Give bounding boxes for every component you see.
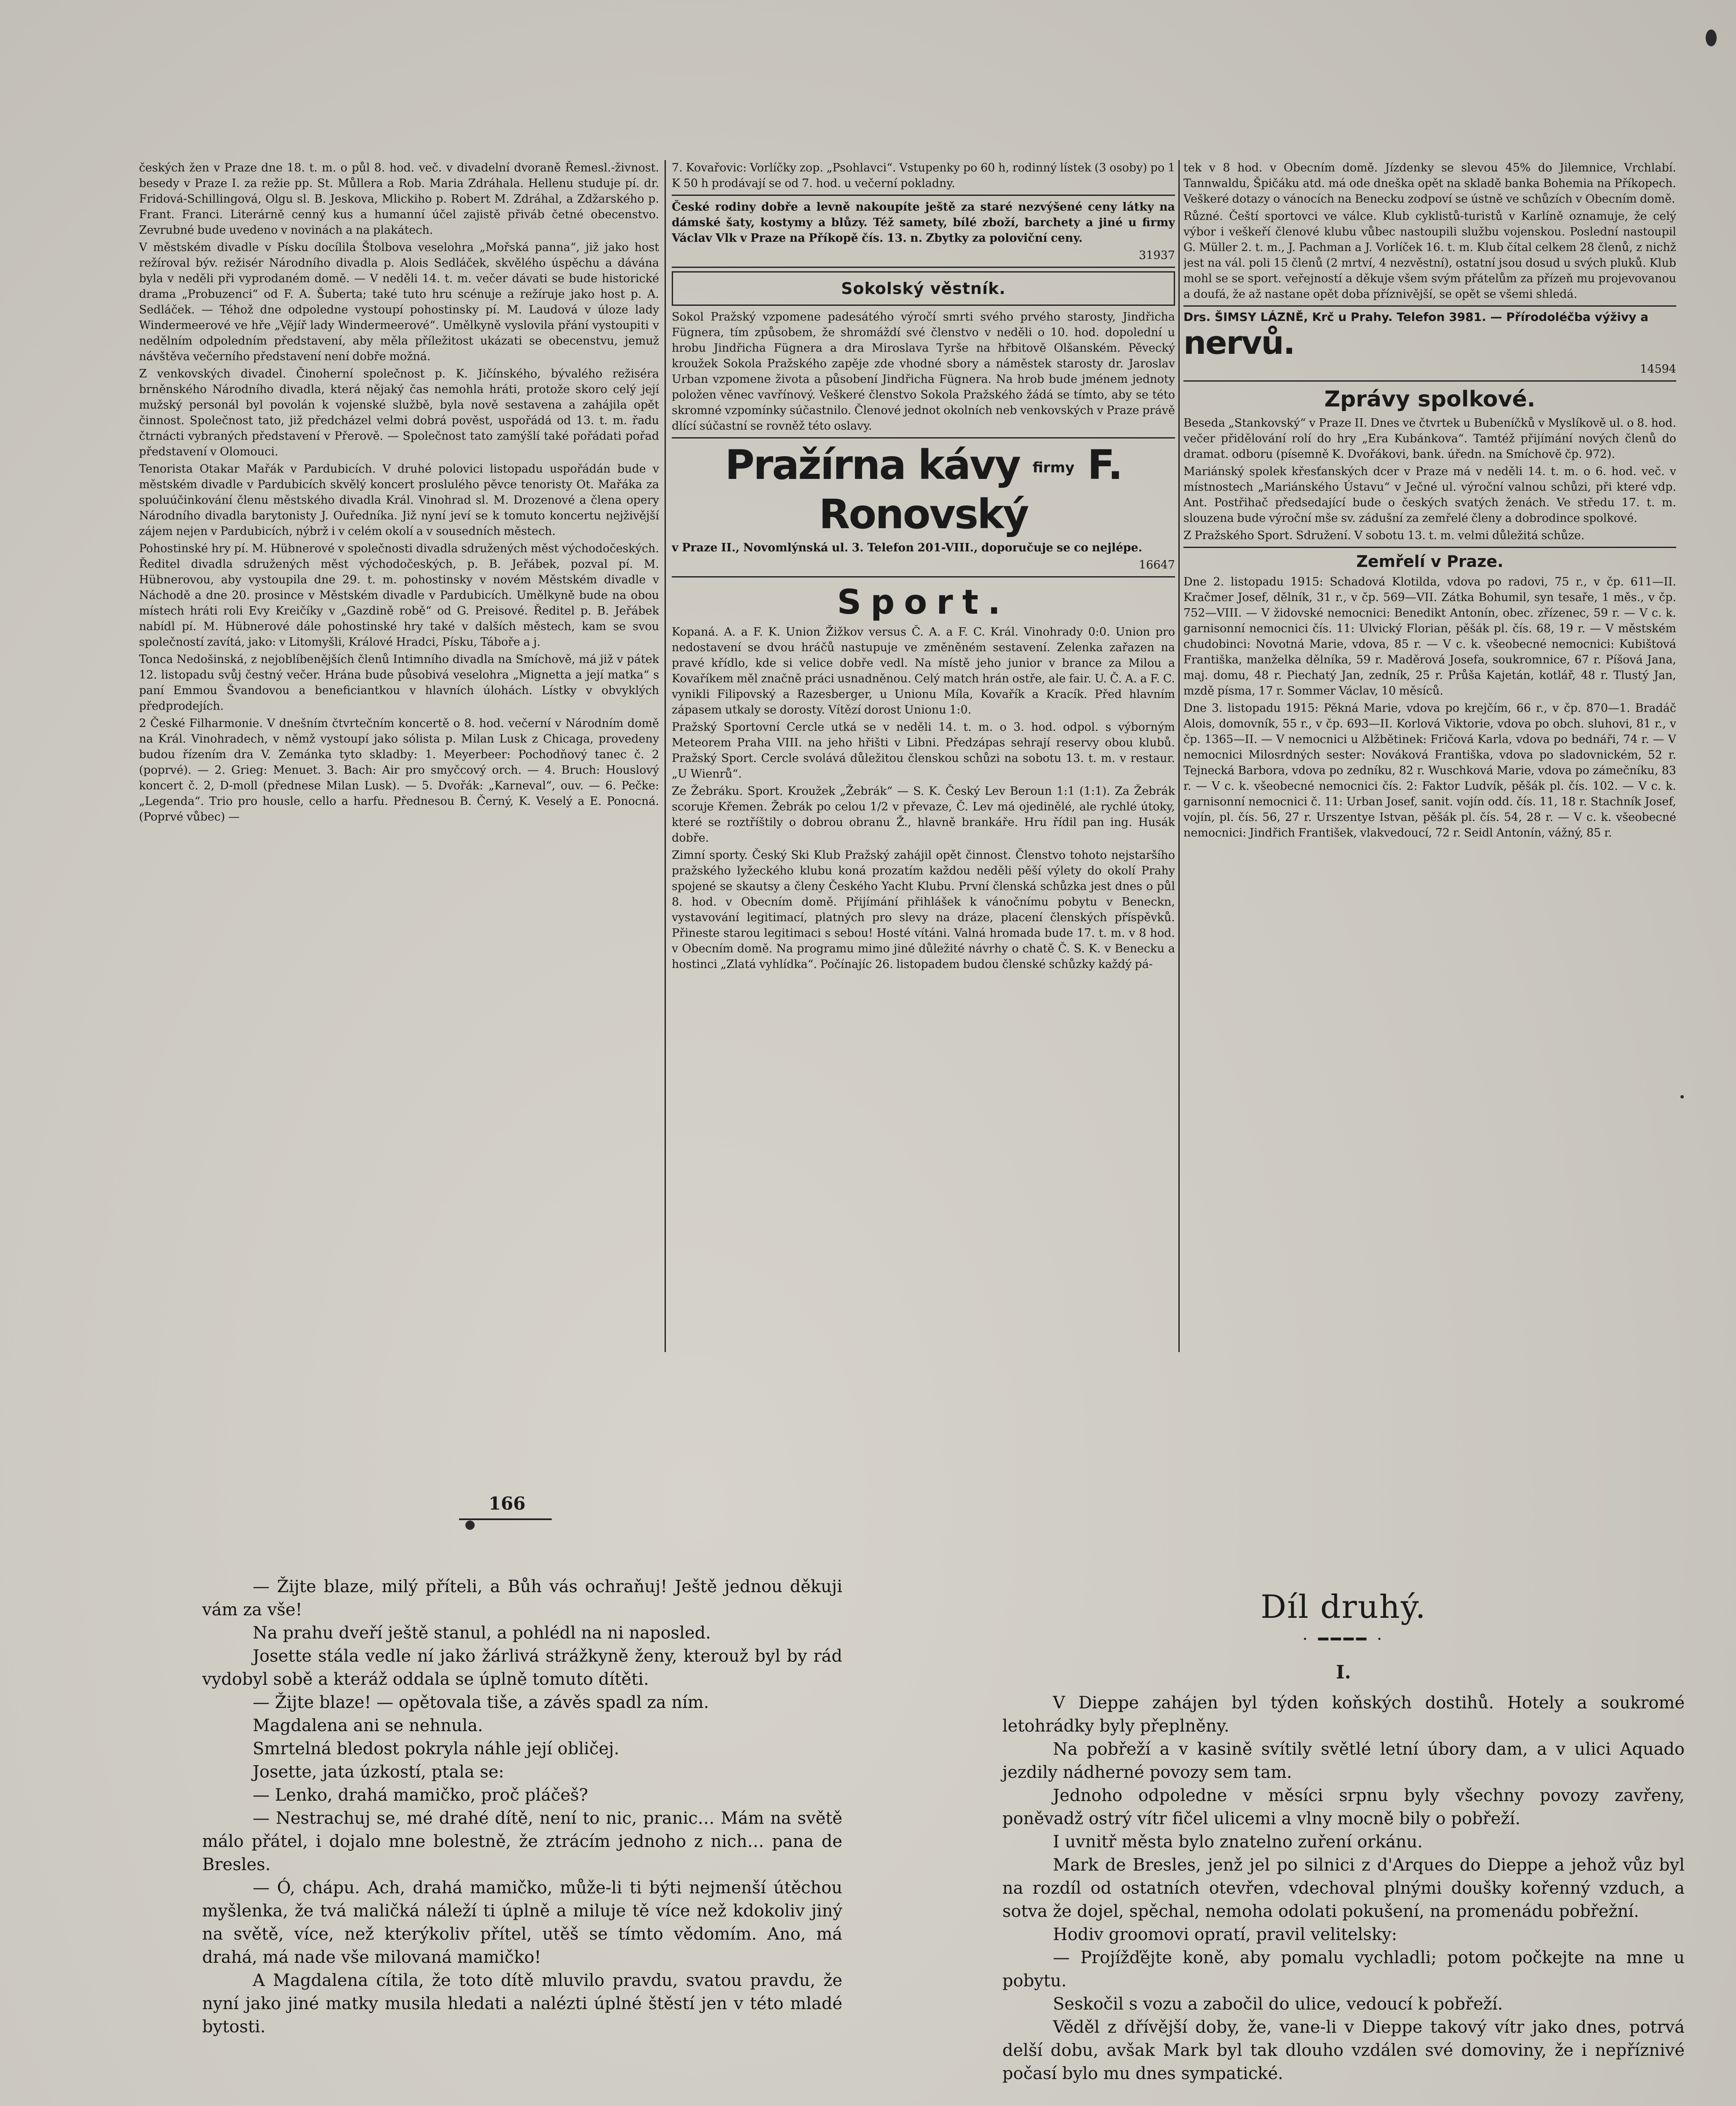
divider: [1183, 380, 1676, 382]
story-right-page: [1002, 1588, 1685, 2085]
divider: [672, 576, 1175, 577]
chapter-number: I.: [1336, 1662, 1351, 1683]
story-paragraph: I uvnitř města bylo znatelno zuření orkánu.: [1053, 1832, 1423, 1852]
column-3: [1183, 160, 1676, 842]
zemreli-article: Dne 2. listopadu 1915: Schadová Klotilda, vdova po radovi, 75 r., v čp. 611—II. Kračmer Josef, dělník, 31 r., v čp. 569—VII. Zátka Bohumil, syn tesaře, 1 měs., v čp. 752—VIII. — V židovské nemocnici: Benedikt Antonín, obec. zřízenec, 59 r. — V c. k. garnisonní nemocnici čís. 11: Ulvický Florian, pěšák pl. čís. 68, 19 r. — V městském chudobinci: Novotná Marie, vdova, 85 r. — V c. k. všeobecné nemocnici: Kubištová Františka, manželka dělníka, 59 r. Maděrová Josefa, soukromnice, 67 r. Píšová Jana, maj. domu, 48 r. Piechatý Jan, zedník, 25 r. Průša Kajetán, kotlář, 48 r. Tlustý Jan, mzdě písma, 17 r. Sommer Václav, 10 měsíců.: [1183, 575, 1676, 698]
article: českých žen v Praze dne 18. t. m. o půl 8. hod. več. v divadelní dvoraně Řemesl.-živnost. besedy v Praze I. za režie pp. St. Můllera a Rob. Maria Zdráhala. Hellenu studuje pí. dr. Fridová-Schillingová, Olgu sl. B. Jeskova, Mlickiho p. Robert M. Zdráhal, a Zdžarského p. Frant. Franci. Literárně cenný kus a humanní účel zajistě přiváb četné obecenstvo. Zevrubné bude uvedeno v novinách a na plakátech.: [139, 161, 659, 237]
divider: [672, 267, 1175, 268]
story-paragraph: Josette stála vedle ní jako žárlivá strážkyně ženy, kterouž byl by rád vydobyl sobě a kteráž oddala se úplně tomuto dítěti.: [202, 1646, 842, 1689]
story-paragraph: Věděl z dřívější doby, že, vane-li v Dieppe takový vítr jako dnes, potrvá delší dobu, avšak Mark byl tak dlouho vzdálen své domoviny, že i nepříznivé počasí bylo mu dnes sympatické.: [1002, 2018, 1685, 2083]
ad-number: 16647: [1139, 558, 1175, 572]
divider: [672, 437, 1175, 438]
story-paragraph: Josette, jata úzkostí, ptala se:: [253, 1762, 504, 1782]
spolky-article: Z Pražského Sport. Sdružení. V sobotu 13. t. m. velmi důležitá schůze.: [1183, 529, 1585, 542]
story-paragraph: A Magdalena cítila, že toto dítě mluvilo pravdu, svatou pravdu, že nyní jako jiné matky musila hledati a nalézti úplné štěstí jen v této mladé bytosti.: [202, 1971, 842, 2037]
ronovsky-line: v Praze II., Novomlýnská ul. 3. Telefon 201-VIII., doporučuje se co nejlépe.: [672, 541, 1143, 554]
sport-heading: Sport.: [837, 582, 1010, 622]
article: 2 České Filharmonie. V dnešním čtvrtečním koncertě o 8. hod. večerní v Národním domě na Král. Vinohradech, v němž vystoupí jako sólista p. Milan Lusk z Chicaga, provedeny budou řízením dra V. Zemánka tyto skladby: 1. Meyerbeer: Pochodňový tanec č. 2 (poprvé). — 2. Grieg: Menuet. 3. Bach: Air pro smyčcový orch. — 4. Bruch: Houslový koncert č. 2, D-moll (přednese Milan Lusk). — 5. Dvořák: „Karneval“, ouv. — 6. Pečke: „Legenda“. Trio pro housle, cello a harfu. Přednesou B. Černý, K. Veselý a E. Ponocná. (Poprvé vůbec) —: [139, 717, 659, 823]
ad-number: 14594: [1640, 363, 1676, 376]
spolky-article: Beseda „Stankovský“ v Praze II. Dnes ve čtvrtek u Bubeníčků v Myslíkově ul. o 8. hod. večer přidělování rolí do hry „Era Kubánkova“. Tamtéž přijímání nových členů do dramat. odboru (písemně K. Dvořákovi, bank. úředn. na Smíchově čp. 972).: [1183, 417, 1676, 461]
zemreli-heading: Zemřelí v Praze.: [1356, 552, 1504, 571]
simsy-advertisement: [1183, 310, 1676, 361]
advertisement-vlk: České rodiny dobře a levně nakoupíte ještě za staré nezvýšené ceny látky na dámské šaty, kostymy a blůzy. Též samety, bílé zboží, barchety a jiné u firmy Václav Vlk v Praze na Příkopě čís. 13. n. Zbytky za poloviční ceny.: [672, 200, 1175, 245]
sport-article: Pražský Sportovní Cercle utká se v neděli 14. t. m. o 3. hod. odpol. s výborným Meteorem Praha VIII. na jeho hřišti v Libni. Předzápas sehrají reservy obou klubů. Pražský Sport. Cercle svolává důležitou členskou schůzi na sobotu 13. t. m. v restaur. „U Wienrů“.: [672, 720, 1175, 780]
ad-number: 31937: [1139, 249, 1175, 262]
page-number-rule: [459, 1518, 552, 1520]
article: Pohostinské hry pí. M. Hübnerové v společnosti divadla sdružených měst východočeských. Ředitel divadla sdružených měst východočeských, p. B. Jeřábek, pozval pí. M. Hübnerovou, aby vystoupila dne 29. t. m. pohostinsky v novém Městském divadle v Náchodě a dne 20. prosince v Městském divadle v Pardubicích. Umělkyně bude na obou místech hráti roli Evy Kreičíky v „Gazdině robě“ od G. Preisové. Ředitel p. B. Jeřábek nabídl pí. M. Hübnerové dále pohostinské hry také v dalších městech, kam se svou společností zavítá, jako: v Litomyšli, Králové Hradci, Písku, Táboře a j.: [139, 542, 659, 649]
story-paragraph: V Dieppe zahájen byl týden koňských dostihů. Hotely a soukromé letohrádky byly přeplněny.: [1002, 1693, 1685, 1736]
divider: [672, 195, 1175, 196]
story-paragraph: Hodiv groomovi opratí, pravil velitelsky:: [1053, 1925, 1397, 1944]
article: Z venkovských divadel. Činoherní společnost p. K. Jičínského, bývalého režiséra brněnského Národního divadla, která nějaký čas nemohla hráti, protože skoro celý její mužský personál byl povolán k vojenské službě, byla nově sestavena a zahájila opět činnost. Společnost tato, již předcházel velmi dobrá pověst, uspořádá od 13. t. m. řadu čtrnácti vybraných představení v Přerově. — Společnost tato zamýšlí také pořádati pořad představení v Olomouci.: [139, 367, 659, 458]
story-paragraph: Magdalena ani se nehnula.: [253, 1716, 483, 1735]
story-paragraph: Smrtelná bledost pokryla náhle její obličej.: [253, 1739, 620, 1759]
story-paragraph: Na pobřeží a v kasině svítily světlé letní úbory dam, a v ulici Aquado jezdily nádherné povozy sem tam.: [1002, 1740, 1685, 1782]
ad-name: F. Ronovský: [819, 441, 1122, 538]
story-paragraph: — Žijte blaze, milý příteli, a Bůh vás ochraňuj! Ještě jednou děkuji vám za vše!: [202, 1577, 842, 1620]
article: 7. Kovařovic: Vorlíčky zop. „Psohlavci“. Vstupenky po 60 h, rodinný lístek (3 osoby) po 1 K 50 h prodávají se od 7. hod. u večerní pokladny.: [672, 161, 1175, 190]
part-title: Díl druhý.: [1261, 1588, 1426, 1625]
story-paragraph: Na prahu dveří ještě stanul, a pohlédl na ni naposled.: [253, 1623, 711, 1643]
ornament-icon: · ━━━━ ·: [1302, 1630, 1385, 1649]
sport-article: Zimní sporty. Český Ski Klub Pražský zahájil opět činnost. Členstvo tohoto nejstaršího pražského lyžeckého klubu koná prozatím každou neděli pěší výlety do okolí Prahy spojené se skautsy a členy Českého Yacht Klubu. První členská schůzka jest dnes o půl 8. hod. v Obecním domě. Přijímání přihlášek k vánočnímu pobytu v Beneckn, vystavování legitimací, platných pro slevy na dráze, placení členských příspěvků. Přineste starou legitimaci s sebou! Hosté vítáni. Valná hromada bude 17. t. m. v 8 hod. v Obecním domě. Na programu mimo jiné důležité návrhy o chatě Č. S. K. v Benecku a hostinci „Zlatá vyhlídka“. Počínajíc 26. listopadem budou členské schůzky každý pá-: [672, 848, 1175, 971]
simsy-line: Drs. ŠIMSY LÁZNĚ, Krč u Prahy. Telefon 3981. — Přírodoléčba výživy a: [1183, 310, 1649, 324]
story-paragraph: — Ó, chápu. Ach, drahá mamičko, může-li ti býti nejmenší útěchou myšlenka, že tvá maličká náleží ti úplně a miluje tě více než kdokoliv jiný na světě, více, než kterýkoliv přítel, utěš se tímto vědomím. Ano, má drahá, má nade vše milovaná mamičko!: [202, 1878, 842, 1967]
zemreli-article: Dne 3. listopadu 1915: Pěkná Marie, vdova po krejčím, 66 r., v čp. 870—1. Bradáč Alois, domovník, 55 r., v čp. 693—II. Korlová Viktorie, vdova po obch. sluhovi, 81 r., v čp. 1365—II. — V nemocnici u Alžbětinek: Fričová Karla, vdova po bednáři, 74 r. — V nemocnici Milosrdných sester: Nováková Františka, vdova po sladovnickém, 52 r. Tejnecká Barbora, vdova po zedníku, 82 r. Wuschková Marie, vdova po zámečníku, 83 r. — V c. k. všeobecné nemocnici čís. 2: Faktor Ludvík, pěšák pl. čís. 102. — V c. k. garnisonní nemocnici č. 11: Urban Josef, sanit. vojín odd. čís. 11, 18 r. Stachník Josef, vojín, pl. čís. 56, 27 r. Urszentye Istvan, pěšák pl. čís. 54, 28 r. — V c. k. všeobecné nemocnici: Jindřich František, vlakvedoucí, 72 r. Seidl Antonín, vážný, 85 r.: [1183, 702, 1676, 839]
story-paragraph: — Lenko, drahá mamičko, proč pláčeš?: [253, 1785, 588, 1805]
ronovsky-title: [672, 442, 1175, 537]
story-paragraph: Seskočil s vozu a zabočil do ulice, vedoucí k pobřeží.: [1053, 1994, 1503, 2014]
sokol-article: Sokol Pražský vzpomene padesátého výročí smrti svého prvého starosty, Jindřicha Fügnera, tím způsobem, že shromáždí své členstvo v neděli o 10. hod. dopolední u hrobu Jindřicha Fügnera a dra Miroslava Tyrše na hřbitově Olšanském. Pěvecký kroužek Sokola Pražského zapěje zde vhodné sbory a náměstek starosty dr. Jaroslav Urban vzpomene života a působení Jindřicha Fügnera. Na hrob bude jménem jednoty položen věnec vavřínový. Veškeré členstvo Sokola Pražského žádá se tímto, aby se této skromné vzpomínky súčastnilo. Členové jednot okolních neb venkovských v Praze právě dlící súčastní se rovněž této oslavy.: [672, 310, 1175, 433]
ad-firmy: firmy: [1032, 459, 1075, 476]
article: tek v 8 hod. v Obecním domě. Jízdenky se slevou 45% do Jilemnice, Vrchlabí. Tannwaldu, Špičáku atd. má ode dneška opět na skladě banka Bohemia na Příkopech. Veškeré dotazy o vánocích na Benecku zodpoví se ústně ve schůzích v Obecním domě.: [1183, 161, 1676, 206]
sport-article: Kopaná. A. a F. K. Union Žižkov versus Č. A. a F. C. Král. Vinohrady 0:0. Union pro nedostavení se dvou hráčů nastupuje ve změněném sestavení. Zelenka zařazen na pravé křídlo, kde si velice dobře vedl. Na místě jeho junior v brance za Milou a Kovaříkem měl značně práci usnadněnou. Celý match hrán ostře, ale fair. U. Č. A. a F. C. vynikli Filipovský a Razesberger, u Unionu Míla, Kovařík a Kracík. Před hlavním zápasem utkaly se dorosty. Vítězí dorost Unionu 1:0.: [672, 625, 1175, 716]
divider: [1183, 305, 1676, 307]
column-1: [139, 160, 659, 826]
story-left-page: [202, 1575, 842, 2039]
story-paragraph: — Žijte blaze! — opětovala tiše, a závěs spadl za ním.: [253, 1693, 709, 1712]
ink-speck: [465, 1521, 475, 1530]
simsy-big: nervů.: [1183, 324, 1295, 361]
ronovsky-advertisement: [672, 442, 1175, 573]
column-divider: [1178, 160, 1180, 1352]
ink-speck: [1706, 29, 1717, 46]
article: Různé. Čeští sportovci ve válce. Klub cyklistů-turistů v Karlíně oznamuje, že celý výbor i veškeří členové klubu vůbec nastoupili službu vojenskou. Poslední nastoupil G. Müller 2. t. m., J. Pachman a J. Vorlíček 16. t. m. Klub čítal celkem 28 členů, z nichž jest na vál. poli 15 členů (2 mrtví, 4 nezvěstní), ostatní jsou dosud u svých pluků. Klub mohl se se sport. veřejností a děkuje všem svým přátelům za přízeň mu projevovanou a doufá, že až nastane opět doba příznivější, se opět se všemi shledá.: [1183, 210, 1676, 301]
ad-prefix: Pražírna kávy: [725, 441, 1020, 489]
page-number: 166: [489, 1493, 526, 1514]
article: Tonca Nedošinská, z nejoblíbenějších členů Intimního divadla na Smíchově, má již v pátek 12. listopadu svůj čestný večer. Hrána bude působivá veselohra „Mignetta a její matka“ s paní Emmou Švandovou a beneficiantkou v hlavních úlohách. Lístky v obvyklých předprodejích.: [139, 653, 659, 713]
ink-speck: [1680, 1095, 1684, 1098]
column-divider: [665, 160, 666, 1352]
newspaper-strip: [139, 160, 1676, 1352]
sokol-header-box: [672, 271, 1175, 306]
story-paragraph: — Projížďějte koně, aby pomalu vychladli; potom počkejte na mne u pobytu.: [1002, 1948, 1685, 1991]
story-paragraph: Jednoho odpoledne v měsíci srpnu byly všechny povozy zavřeny, poněvadž ostrý vítr fičel ulicemi a vlny mocně bily o pobřeží.: [1002, 1786, 1685, 1828]
sokol-heading: Sokolský věstník.: [841, 279, 1006, 298]
article: V městském divadle v Písku docílila Štolbova veselohra „Mořská panna“, již jako host režíroval býv. režisér Národního divadla p. Alois Sedláček, skvělého úspěchu a dávána byla v neděli při vyprodaném domě. — V neděli 14. t. m. večer dávati se bude historické drama „Probuzenci“ od F. A. Šuberta; také tuto hru scénuje a režíruje jako host p. A. Sedláček. — Téhož dne odpoledne vystoupí pohostinsky pí. M. Laudová v úloze lady Windermeerové ve hře „Vějíř lady Windermeerové“. Umělkyně vyslovila přání vystoupiti v nedělním odpoledním představení, aby měla příležitost ukázati se obecenstvu, jemuž návštěva večerního představení není dobře možná.: [139, 241, 659, 363]
spolky-heading: Zprávy spolkové.: [1324, 387, 1536, 412]
divider: [1183, 547, 1676, 548]
story-paragraph: — Nestrachuj se, mé drahé dítě, není to nic, pranic… Mám na světě málo přátel, i dojalo mne bolestně, že ztrácím jednoho z nich… pana de Bresles.: [202, 1809, 842, 1874]
sport-article: Ze Žebráku. Sport. Kroužek „Žebrák“ — S. K. Český Lev Beroun 1:1 (1:1). Za Žebrák scoruje Křemen. Žebrák po celou 1/2 v převaze, Č. Lev má ojedinělé, ale rychlé útoky, které se roztříštily o dobrou obranu Ž., hlavně brankáře. Hru řídil pan ing. Husák dobře.: [672, 784, 1175, 845]
column-2: [672, 160, 1175, 974]
story-paragraph: Mark de Bresles, jenž jel po silnici z d'Arques do Dieppe a jehož vůz byl na rozdíl od ostatních otevřen, vdechoval plnými doušky kořenný vzduch, a sotva že dojel, spěchal, nemoha odolati pokušení, na promenádu pobřežní.: [1002, 1855, 1685, 1921]
spolky-article: Mariánský spolek křesťanských dcer v Praze má v neděli 14. t. m. o 6. hod. več. v místnostech „Mariánského Ústavu“ v Ječné ul. výroční valnou schůzi, při které vdp. Ant. Postřihač předsedající bude o českých svatých ženách. Ve středu 17. t. m. slouzena bude výroční mše sv. zádušní za zemřelé členy a dobrodince spolkové.: [1183, 465, 1676, 525]
article: Tenorista Otakar Mařák v Pardubicích. V druhé polovici listopadu uspořádán bude v městském divadle v Pardubicích skvělý koncert proslulého pěvce tenoristy Ot. Mařáka za spoluúčinkování členu městského divadla Král. Vinohrad sl. M. Drozenové a člena opery Národního divadla barytonisty J. Ouředníka. Již nyní jeví se k tomuto koncertu nejživější zájem nejen v Pardubicích, nýbrž i v celém okolí a v sousedních městech.: [139, 462, 659, 538]
